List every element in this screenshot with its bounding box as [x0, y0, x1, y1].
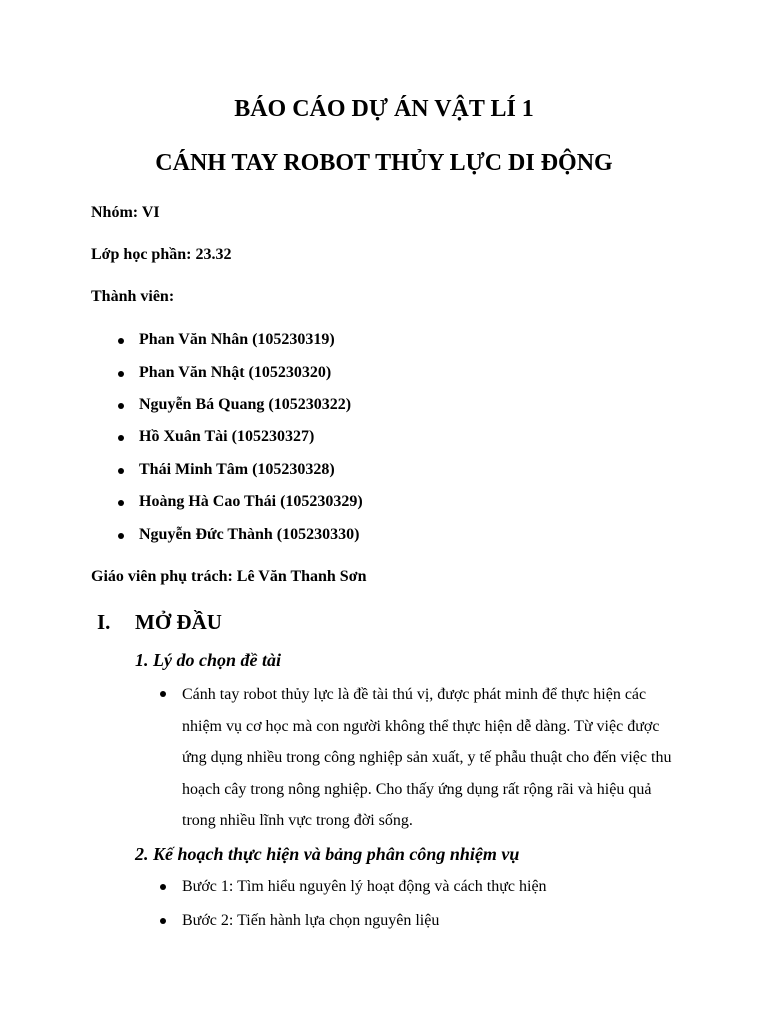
bullet-icon: [118, 403, 124, 409]
bullet-icon: [118, 371, 124, 377]
list-item: [139, 395, 351, 415]
member-name: Hoàng Hà Cao Thái (105230329): [139, 493, 363, 510]
report-title: BÁO CÁO DỰ ÁN VẬT LÍ 1: [234, 96, 534, 122]
project-title: CÁNH TAY ROBOT THỦY LỰC DI ĐỘNG: [155, 150, 613, 176]
list-item: [139, 460, 335, 480]
list-item: [139, 525, 359, 545]
list-item: [139, 427, 314, 447]
bullet-icon: [160, 884, 166, 890]
bullet-icon: [118, 435, 124, 441]
member-name: Phan Văn Nhật (105230320): [139, 364, 332, 381]
list-item: [139, 363, 331, 383]
step-item: Bước 2: Tiến hành lựa chọn nguyên liệu: [182, 912, 440, 929]
section-number: I.: [97, 610, 111, 634]
class-section-field: Lớp học phần: 23.32: [91, 246, 232, 263]
members-label: Thành viên:: [91, 288, 175, 305]
member-name: Thái Minh Tâm (105230328): [139, 461, 335, 478]
section-title: MỞ ĐẦU: [135, 610, 222, 634]
list-item: [139, 492, 363, 512]
bullet-icon: [160, 918, 166, 924]
bullet-icon: [118, 533, 124, 539]
bullet-icon: [118, 468, 124, 474]
reason-paragraph: Cánh tay robot thủy lực là đề tài thú vị, được phát minh để thực hiện các nhiệm vụ cơ học mà con người không thể thực hiện dễ dàng. Từ việc được ứng dụng nhiều trong công nghiệp sản xuất, y tế phẫu thuật cho đến việc thu hoạch cây trong nông nghiệp. Cho thấy ứng dụng rất rộng rãi và hiệu quả trong nhiều lĩnh vực trong đời sống.: [182, 686, 672, 829]
member-name: Nguyễn Bá Quang (105230322): [139, 396, 352, 413]
bullet-icon: [118, 500, 124, 506]
step-item: Bước 1: Tìm hiểu nguyên lý hoạt động và cách thực hiện: [182, 878, 547, 895]
member-name: Hồ Xuân Tài (105230327): [139, 428, 315, 445]
supervisor-field: Giáo viên phụ trách: Lê Văn Thanh Sơn: [91, 568, 367, 585]
section-heading: [97, 609, 222, 635]
bullet-icon: [160, 691, 166, 697]
group-field: Nhóm: VI: [91, 204, 160, 221]
member-name: Nguyễn Đức Thành (105230330): [139, 526, 360, 543]
subsection-heading-1: 1. Lý do chọn đề tài: [135, 650, 281, 670]
bullet-icon: [118, 338, 124, 344]
subsection-heading-2: 2. Kế hoạch thực hiện và bảng phân công nhiệm vụ: [135, 844, 520, 864]
list-item: [139, 330, 335, 350]
member-name: Phan Văn Nhân (105230319): [139, 331, 335, 348]
